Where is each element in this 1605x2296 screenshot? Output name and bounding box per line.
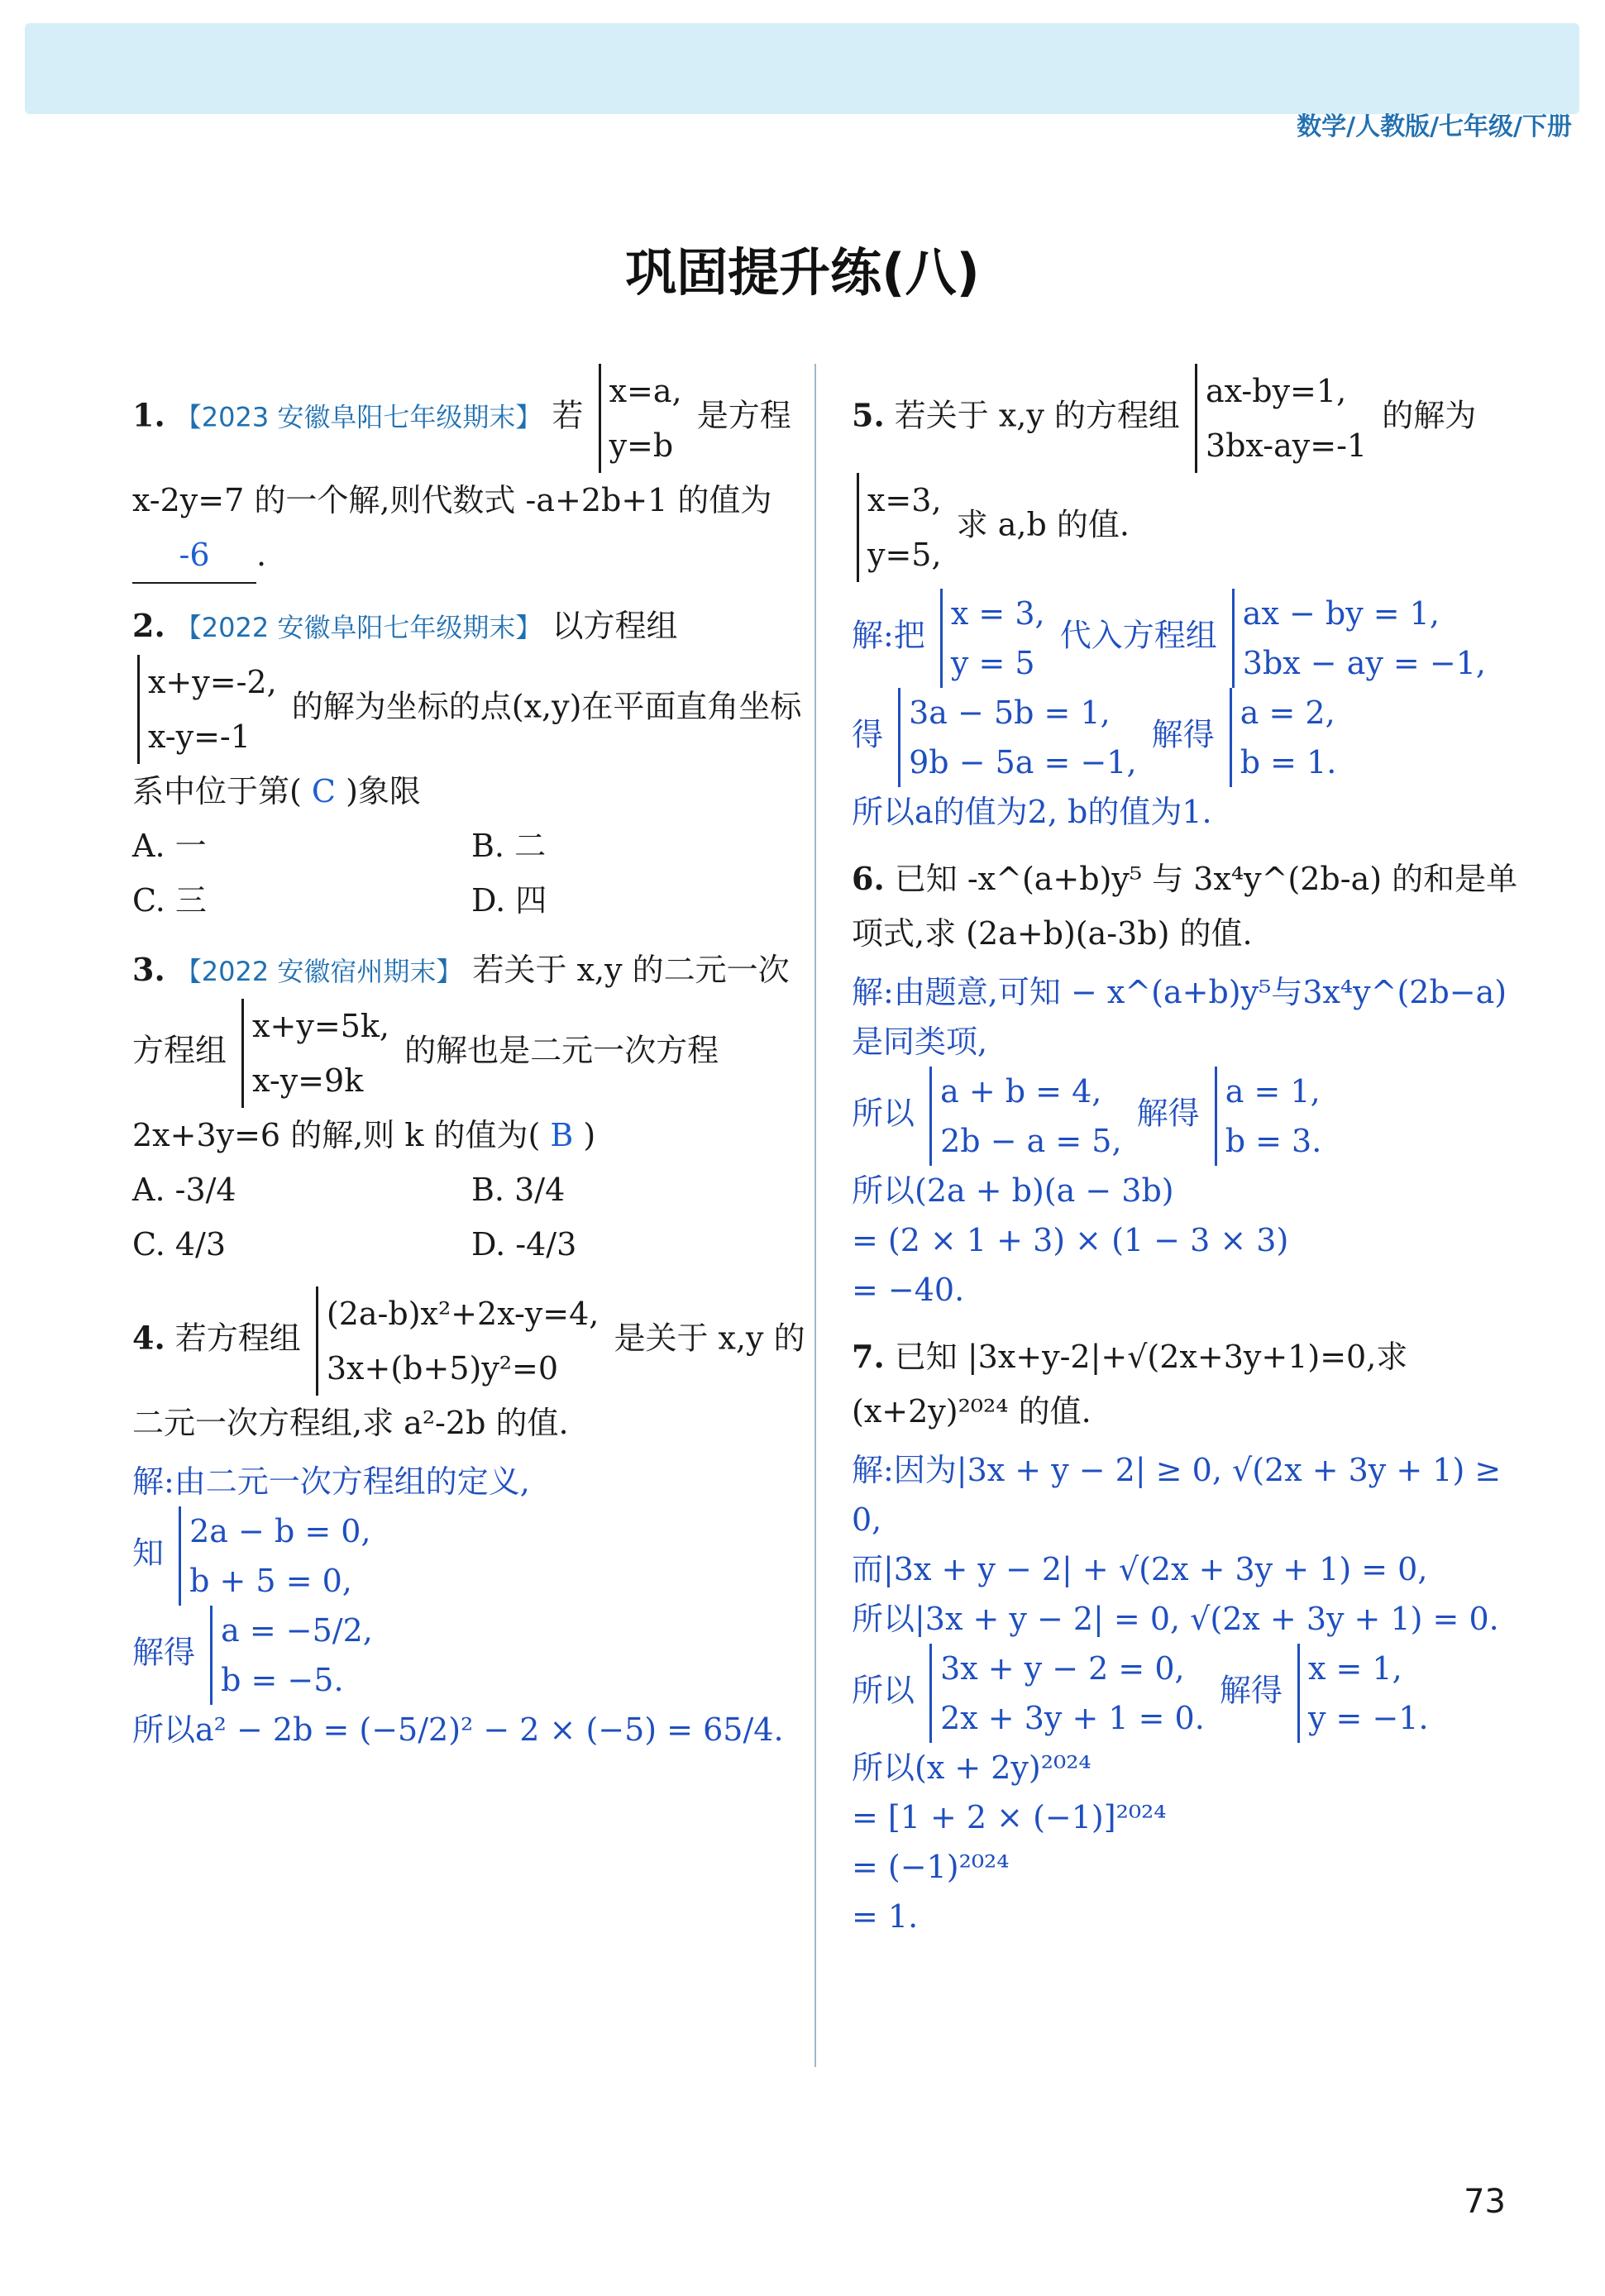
q7-sol-line-6: 解得 [1219, 1672, 1283, 1709]
q7-sol-line-0: 解:因为|3x + y − 2| ≥ 0, √(2x + 3y + 1) ≥ 0, [852, 1452, 1502, 1538]
q4-sol-system-2 [210, 1606, 373, 1705]
q5-eq4: y=5, [867, 537, 942, 573]
q6-sol-line-7: 所以(2a + b)(a − 3b) [852, 1172, 1174, 1209]
q6-sol-line-4: 解得 [1136, 1095, 1200, 1132]
q5-sol-line-12: 所以a的值为2, b的值为1. [852, 794, 1212, 830]
q5-sol-line-10: a = 2, [1240, 695, 1335, 731]
q7-sol-line-2: 所以|3x + y − 2| = 0, √(2x + 3y + 1) = 0. [852, 1601, 1499, 1637]
q4-sol-line-2: 2a − b = 0, [189, 1513, 371, 1549]
q3-source: 【2022 安徽宿州期末】 [174, 956, 463, 987]
q7-sol-line-3: 所以 [852, 1672, 915, 1709]
q7-sol-line-7: x = 1, [1308, 1650, 1402, 1687]
q7-sol-system-1 [929, 1644, 1205, 1743]
q7-sol-line-10: = [1 + 2 × (−1)]²⁰²⁴ [852, 1799, 1167, 1835]
q4-sol-line-5: a = −5/2, [221, 1612, 373, 1649]
q7-sol-line-8: y = −1. [1308, 1700, 1429, 1736]
q5-eq3: x=3, [867, 482, 942, 518]
q2-option-d: D. 四 [471, 882, 547, 919]
q6-sol-line-9: = −40. [852, 1272, 965, 1308]
q1-system [599, 364, 682, 473]
subject-tag: 数学/人教版/七年级/下册 [1297, 112, 1572, 141]
question-3 [132, 943, 810, 1272]
q6-text: 已知 -x^(a+b)y⁵ 与 3x⁴y^(2b-a) 的和是单项式,求 (2a+b)(a-3b) 的值. [852, 861, 1518, 952]
q1-end: . [256, 537, 267, 573]
q2-text2: 的解为坐标的点(x,y)在平面直角坐标系中位于第( [132, 688, 802, 809]
q7-number: 7. [852, 1338, 885, 1375]
q3-text: 若关于 x,y 的二元一次方程组 [132, 952, 790, 1069]
q5-sol-line-11: b = 1. [1240, 744, 1337, 780]
q5-sol-line-0: 解:把 [852, 617, 925, 654]
q2-number: 2. [132, 607, 165, 644]
q5-text3: 求 a,b 的值. [956, 506, 1130, 543]
q3-option-b: B. 3/4 [471, 1172, 566, 1208]
q6-solution [852, 967, 1530, 1315]
q6-number: 6. [852, 860, 885, 897]
q2-source: 【2022 安徽阜阳七年级期末】 [174, 612, 542, 643]
q7-sol-line-11: = (−1)²⁰²⁴ [852, 1849, 1010, 1885]
q5-sol-line-8: 9b − 5a = −1, [909, 744, 1137, 780]
q6-sol-line-2: a + b = 4, [940, 1073, 1102, 1110]
q4-solution [132, 1457, 810, 1754]
q4-number: 4. [132, 1319, 165, 1357]
q5-eq1: ax-by=1, [1206, 373, 1347, 409]
q4-system [316, 1286, 599, 1396]
column-divider [814, 364, 816, 2067]
q2-option-a: A. 一 [132, 828, 207, 864]
q2-option-c: C. 三 [132, 882, 207, 919]
q5-sol-system-2 [1232, 589, 1486, 688]
question-5 [852, 364, 1530, 837]
q4-sol-line-4: 解得 [132, 1634, 196, 1671]
q5-sol-system-4 [1230, 688, 1337, 787]
q1-text2: 是方程 x-2y=7 的一个解,则代数式 -a+2b+1 的值为 [132, 397, 791, 518]
q6-sol-line-5: a = 1, [1225, 1073, 1321, 1110]
q3-option-d: D. -4/3 [471, 1226, 577, 1263]
q6-sol-line-0: 解:由题意,可知 − x^(a+b)y⁵与3x⁴y^(2b−a)是同类项, [852, 974, 1507, 1060]
page-title: 巩固提升练(八) [625, 242, 980, 303]
q7-sol-system-2 [1297, 1644, 1429, 1743]
q6-sol-line-1: 所以 [852, 1095, 915, 1132]
right-column [852, 364, 1530, 1956]
q1-source: 【2023 安徽阜阳七年级期末】 [174, 401, 542, 433]
q4-text2: 是关于 x,y 的二元一次方程组,求 a²-2b 的值. [132, 1320, 805, 1441]
q5-sol-line-7: 3a − 5b = 1, [909, 695, 1111, 731]
q5-sol-system-3 [898, 688, 1136, 787]
q3-system [241, 999, 389, 1108]
q2-options [132, 819, 810, 928]
q4-sol-line-3: b + 5 = 0, [189, 1563, 352, 1599]
q1-number: 1. [132, 396, 165, 434]
q3-option-a: A. -3/4 [132, 1172, 236, 1208]
q6-sol-system-2 [1215, 1067, 1322, 1166]
q7-solution [852, 1445, 1530, 1941]
top-band [25, 23, 1579, 114]
q5-sol-line-6: 得 [852, 716, 884, 753]
q5-sol-line-9: 解得 [1151, 716, 1215, 753]
q7-sol-line-12: = 1. [852, 1898, 919, 1935]
q7-sol-line-9: 所以(x + 2y)²⁰²⁴ [852, 1749, 1091, 1786]
question-7 [852, 1329, 1530, 1941]
q5-text: 若关于 x,y 的方程组 [894, 397, 1180, 434]
q3-options [132, 1162, 810, 1272]
q5-eq2: 3bx-ay=-1 [1206, 427, 1368, 464]
q7-sol-line-1: 而|3x + y − 2| + √(2x + 3y + 1) = 0, [852, 1551, 1428, 1587]
q3-number: 3. [132, 951, 165, 988]
q5-sol-line-3: 代入方程组 [1059, 617, 1217, 654]
q1-eq1: x=a, [609, 373, 682, 409]
question-1 [132, 364, 810, 584]
q7-sol-line-5: 2x + 3y + 1 = 0. [940, 1700, 1205, 1736]
question-2 [132, 599, 810, 928]
page-number: 73 [1464, 2183, 1506, 2221]
q4-sol-line-0: 解:由二元一次方程组的定义, [132, 1463, 530, 1500]
q3-eq2: x-y=9k [252, 1062, 364, 1099]
q4-text: 若方程组 [174, 1320, 301, 1357]
q6-sol-system-1 [929, 1067, 1121, 1166]
q5-sol-line-5: 3bx − ay = −1, [1242, 645, 1486, 681]
q1-eq2: y=b [609, 427, 674, 464]
q5-text2: 的解为 [1382, 397, 1477, 434]
q2-option-b: B. 二 [471, 828, 547, 864]
q3-answer: B [550, 1117, 574, 1153]
q6-sol-line-8: = (2 × 1 + 3) × (1 − 3 × 3) [852, 1222, 1289, 1258]
q7-text: 已知 |3x+y-2|+√(2x+3y+1)=0,求 (x+2y)²⁰²⁴ 的值. [852, 1339, 1408, 1430]
q1-text: 若 [552, 397, 584, 434]
q4-sol-line-7: 所以a² − 2b = (−5/2)² − 2 × (−5) = 65/4. [132, 1711, 784, 1748]
question-6 [852, 852, 1530, 1315]
q6-sol-line-6: b = 3. [1225, 1123, 1322, 1159]
q2-answer: C [311, 773, 336, 809]
q4-eq2: 3x+(b+5)y²=0 [326, 1350, 559, 1387]
q4-sol-system-1 [179, 1506, 370, 1606]
left-column [132, 364, 810, 1769]
q5-sol-system-1 [940, 589, 1045, 688]
q5-sol-line-1: x = 3, [950, 595, 1045, 632]
q2-text3: )象限 [346, 773, 421, 809]
q2-system [137, 655, 277, 764]
q5-system-2 [857, 473, 942, 582]
q3-text2: 的解也是二元一次方程 2x+3y=6 的解,则 k 的值为( [132, 1032, 719, 1153]
q3-text3: ) [583, 1117, 596, 1153]
q1-answer-blank: -6 [132, 527, 256, 584]
q5-system [1195, 364, 1367, 473]
q5-sol-line-2: y = 5 [950, 645, 1035, 681]
question-4 [132, 1286, 810, 1754]
q7-sol-line-4: 3x + y − 2 = 0, [940, 1650, 1185, 1687]
q2-text: 以方程组 [552, 608, 678, 644]
q5-solution [852, 589, 1530, 837]
q2-eq2: x-y=-1 [148, 718, 251, 755]
q4-sol-line-1: 知 [132, 1535, 165, 1572]
q5-number: 5. [852, 396, 885, 434]
q5-sol-line-4: ax − by = 1, [1242, 595, 1440, 632]
q6-sol-line-3: 2b − a = 5, [940, 1123, 1122, 1159]
q4-sol-line-6: b = −5. [221, 1662, 344, 1698]
q3-option-c: C. 4/3 [132, 1226, 227, 1263]
q4-eq1: (2a-b)x²+2x-y=4, [326, 1296, 599, 1332]
q2-eq1: x+y=-2, [148, 664, 277, 700]
q3-eq1: x+y=5k, [252, 1008, 389, 1044]
